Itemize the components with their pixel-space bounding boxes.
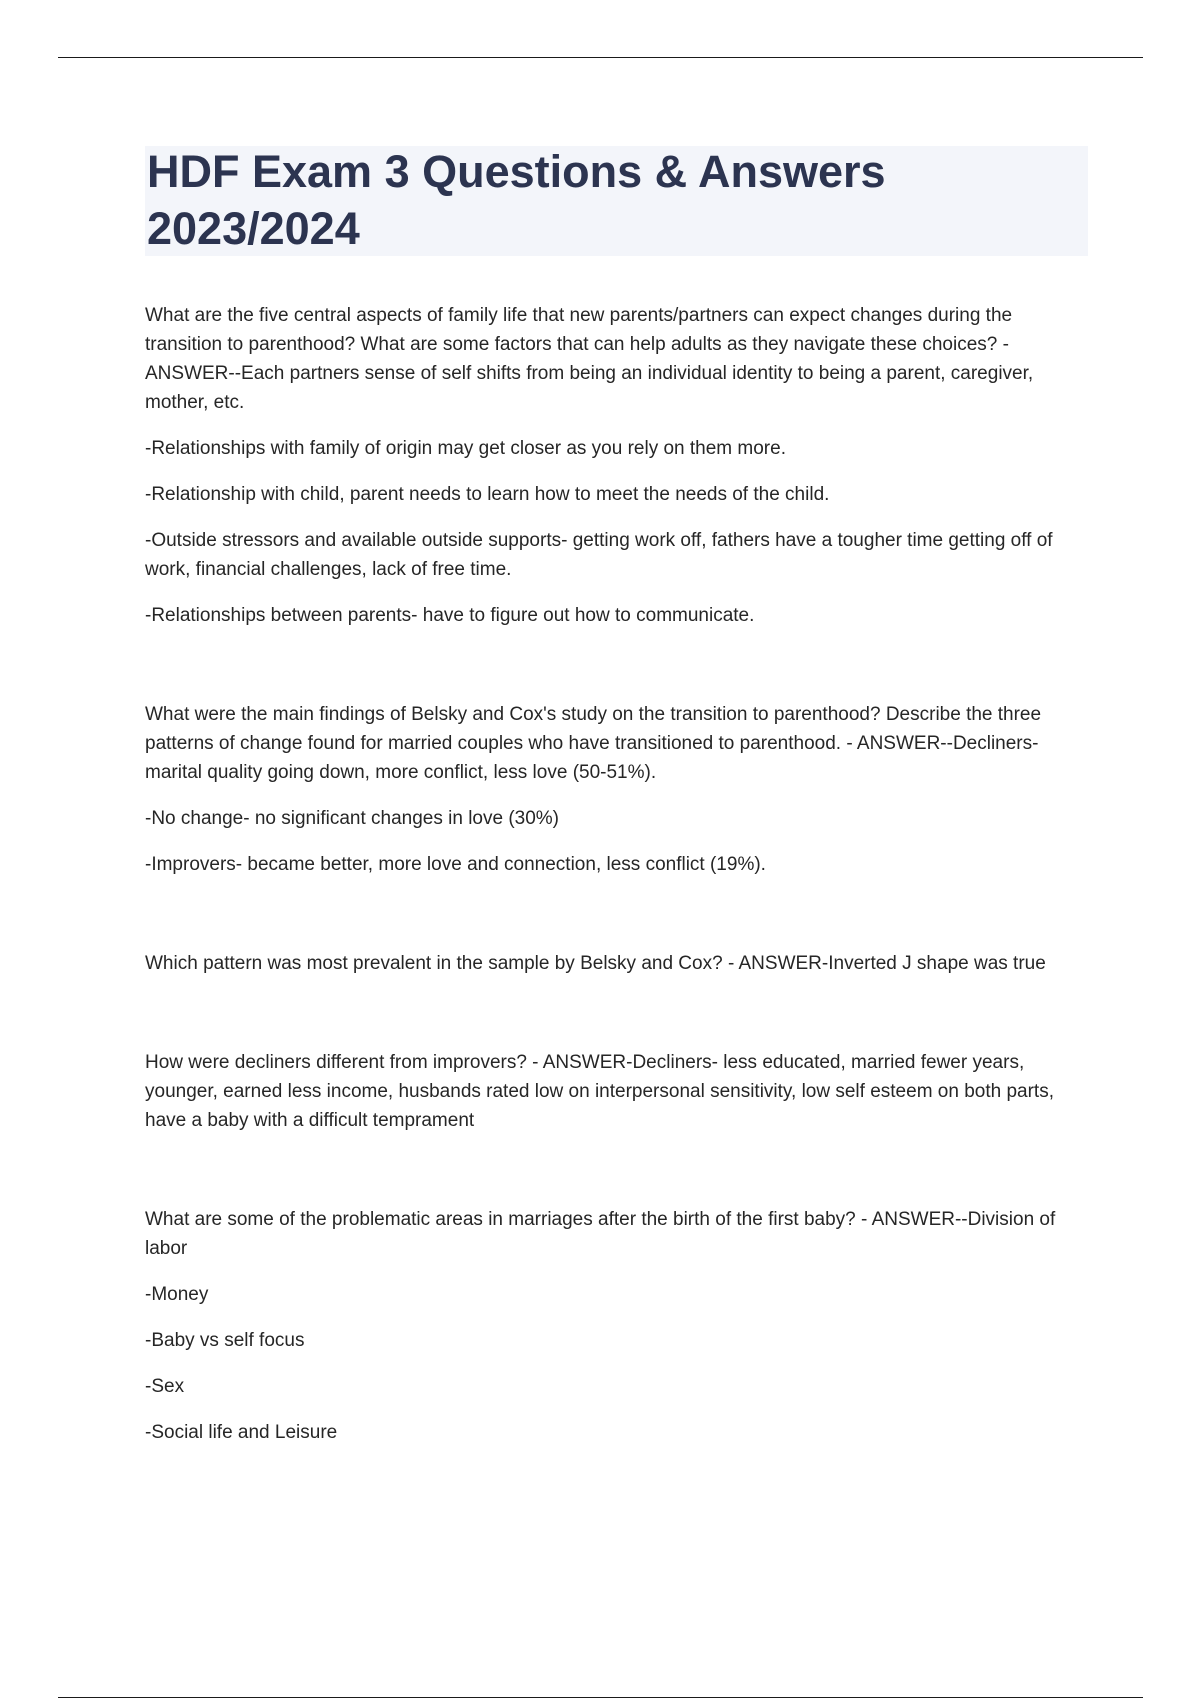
- document-title: HDF Exam 3 Questions & Answers 2023/2024: [147, 146, 886, 254]
- qa-block: [145, 1048, 1090, 1135]
- qa-block: [145, 301, 1090, 630]
- qa-block: [145, 949, 1090, 978]
- qa-paragraph: How were decliners different from improvers? - ANSWER-Decliners- less educated, married fewer years, younger, earned less income, husbands rated low on interpersonal sensitivity, low self esteem on both parts, have a baby with a difficult temprament: [145, 1052, 1054, 1131]
- qa-paragraph: -Sex: [145, 1376, 185, 1397]
- qa-paragraph: -Money: [145, 1284, 209, 1305]
- qa-paragraph: What were the main findings of Belsky and Cox's study on the transition to parenthood? Describe the three patterns of change found for married couples who have transitioned to parenthood. - ANSWER--Decliners- marital quality going down, more conflict, less love (50-51%).: [145, 704, 1042, 783]
- footer-rule: [58, 1697, 1143, 1698]
- qa-paragraph: -Baby vs self focus: [145, 1330, 305, 1351]
- qa-paragraph: Which pattern was most prevalent in the sample by Belsky and Cox? - ANSWER-Inverted J shape was true: [145, 953, 1046, 974]
- qa-block: [145, 1205, 1090, 1447]
- header-rule: [58, 57, 1143, 58]
- qa-paragraph: What are some of the problematic areas in marriages after the birth of the first baby? - ANSWER--Division of labor: [145, 1209, 1056, 1259]
- qa-paragraph: -Relationships with family of origin may get closer as you rely on them more.: [145, 438, 786, 459]
- qa-paragraph: -Social life and Leisure: [145, 1422, 338, 1443]
- qa-paragraph: -No change- no significant changes in love (30%): [145, 808, 560, 829]
- qa-paragraph: What are the five central aspects of family life that new parents/partners can expect changes during the transition to parenthood? What are some factors that can help adults as they navigate these choices? - ANSWER--Each partners sense of self shifts from being an individual identity to being a parent, caregiver, mother, etc.: [145, 305, 1034, 413]
- qa-paragraph: -Relationships between parents- have to figure out how to communicate.: [145, 605, 755, 626]
- title-banner: [145, 146, 1088, 256]
- qa-paragraph: -Improvers- became better, more love and connection, less conflict (19%).: [145, 854, 766, 875]
- qa-paragraph: -Outside stressors and available outside supports- getting work off, fathers have a tougher time getting off of work, financial challenges, lack of free time.: [145, 530, 1053, 580]
- qa-block: [145, 700, 1090, 879]
- document-body: [145, 301, 1090, 1464]
- qa-paragraph: -Relationship with child, parent needs to learn how to meet the needs of the child.: [145, 484, 830, 505]
